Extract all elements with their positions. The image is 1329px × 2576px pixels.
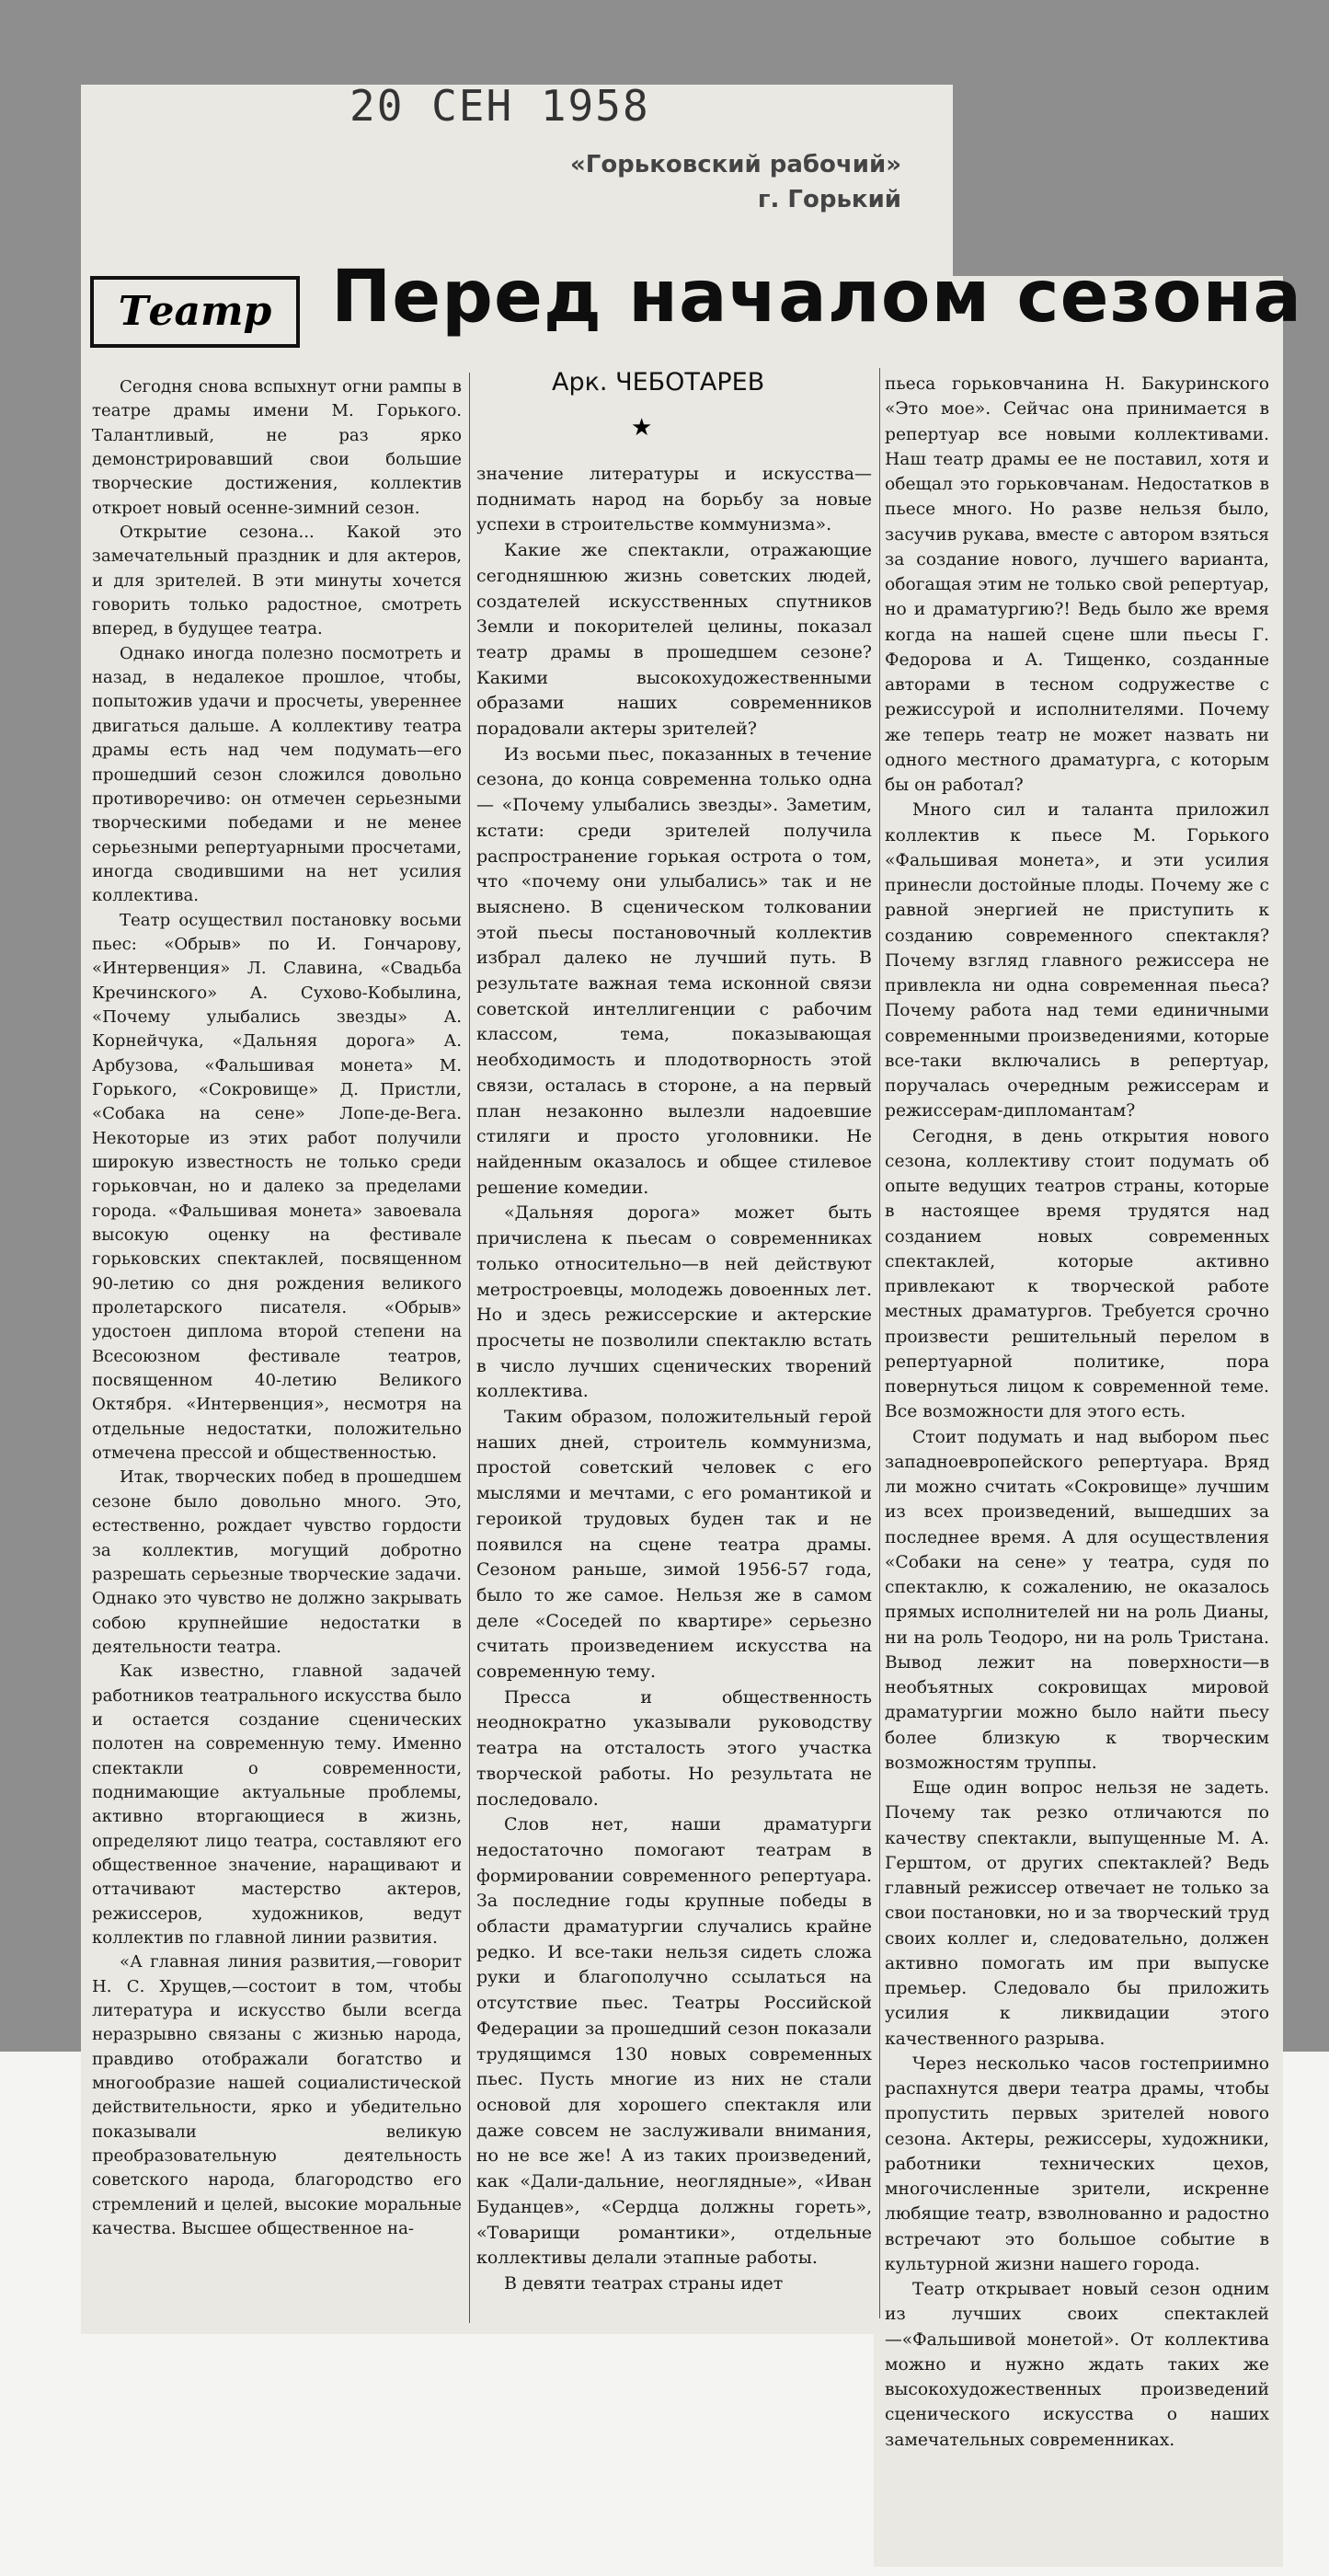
paragraph: В девяти театрах страны идет: [504, 2272, 784, 2294]
paragraph: значение литературы и искусства—поднимать народ на борьбу за новые успехи в строительстве коммунизма».: [476, 464, 872, 535]
paragraph: Открытие сезона... Какой это замечательный праздник и для актеров, и для зрителей. В эти минуты хочется говорить только радостное, смотреть вперед, в будущее театра.: [92, 523, 462, 639]
paragraph: Через несколько часов гостеприимно распахнутся двери театра драмы, чтобы пропустить первых зрителей нового сезона. Актеры, режиссеры, художники, работники технических цехов, многочисленные зрители, искренне любящие театр, взволнованно и радостно встречают это большое событие в культурной жизни нашего города.: [885, 2053, 1269, 2274]
paragraph: Стоит подумать и над выбором пьес западноевропейского репертуара. Вряд ли можно считать «Сокровище» лучшим из всех произведений, вышедших за последнее время. А для осуществления «Собаки на сене» у театра, судя по спектаклю, к сожалению, не оказалось прямых исполнителей ни на роль Дианы, ни на роль Теодоро, ни на роль Тристана. Вывод лежит на поверхности—в необъятных сокровищах мировой драматургии можно было найти пьесу более близкую к творческим возможностям труппы.: [885, 1427, 1269, 1773]
paragraph: Театр осуществил постановку восьми пьес: «Обрыв» по И. Гончарову, «Интервенция» Л. Славина, «Свадьба Кречинского» А. Сухово-Кобылина, «Почему улыбались звезды» А. Корнейчука, «Дальняя дорога» А. Арбузова, «Фальшивая монета» М. Горького, «Сокровище» Д. Пристли, «Собака на сене» Лопе-де-Вега. Некоторые из этих работ получили широкую известность не только среди горьковчан, но и далеко за пределами города. «Фальшивая монета» завоевала высокую оценку на фестивале горьковских спектаклей, посвященном 90-летию со дня рождения великого пролетарского писателя. «Обрыв» удостоен диплома второй степени на Всесоюзном фестивале театров, посвященном 40-летию Великого Октября. «Интервенция», несмотря на отдельные недостатки, положительно отмечена прессой и общественностью.: [92, 910, 462, 1464]
paragraph: Таким образом, положительный герой наших дней, строитель коммунизма, простой советский человек с его мыслями и мечтами, с его романтикой и героикой трудовых буден так и не появился на сцене театра драмы. Сезоном раньше, зимой 1956-57 года, было то же самое. Нельзя же в самом деле «Соседей по квартире» серьезно считать произведением искусства на современную тему.: [476, 1407, 872, 1683]
paragraph: Слов нет, наши драматурги недостаточно помогают театрам в формировании современного репертуара. За последние годы крупные победы в области драматургии случались крайне редко. И все-таки нельзя сидеть сложа руки и благополучно ссылаться на отсутствие пьес. Театры Российской Федерации за прошедший сезон показали трудящимся 130 новых современных пьес. Пусть многие из них не стали основой для хорошего спектакля или даже совсем не заслуживали внимания, но не все же! А из таких произведений, как «Дали-дальние, неоглядные», «Иван Буданцев», «Сердца должны гореть», «Товарищи романтики», отдельные коллективы делали этапные работы.: [476, 1814, 872, 2269]
rubric-box: Театр: [90, 276, 300, 348]
paragraph: «А главная линия развития,—говорит Н. С. Хрущев,—состоит в том, чтобы литература и искусство были всегда неразрывно связаны с жизнью народа, правдиво отображали богатство и многообразие нашей социалистической действительности, ярко и убедительно показывали великую преобразовательную деятельность советского народа, благородство его стремлений и целей, высокие моральные качества. Высшее общественное на-: [92, 1952, 462, 2239]
paragraph: Еще один вопрос нельзя не задеть. Почему так резко отличаются по качеству спектакли, выпущенные М. А. Герштом, от других спектаклей? Ведь главный режиссер отвечает не только за свои постановки, но и за творческий труд своих коллег и, следовательно, должен активно помогать им при выпуске премьер. Следовало бы приложить усилия к ликвидации этого качественного разрыва.: [885, 1778, 1269, 2049]
article-headline: Перед началом сезона: [331, 256, 1302, 339]
paragraph: Из восьми пьес, показанных в течение сезона, до конца современна только одна — «Почему улыбались звезды». Заметим, кстати: среди зрителей получила распространение горькая острота о том, что «почему они улыбались» так и не выяснено. В сценическом толковании этой пьесы постановочный коллектив избрал далеко не лучший путь. В результате важная тема исконной связи советской интеллигенции с рабочим классом, тема, показывающая необходимость и плодотворность этой связи, осталась в стороне, а на первый план незаконно вылезли надоевшие стиляги и просто уголовники. Не найденным оказалось и общее стилевое решение комедии.: [476, 743, 872, 1198]
paragraph: Итак, творческих побед в прошедшем сезоне было довольно много. Это, естественно, рождает чувство гордости за коллектив, могущий добротно разрешать серьезные творческие задачи. Однако это чувство не должно закрывать собою крупнейшие недостатки в деятельности театра.: [92, 1467, 462, 1657]
article-byline: Арк. ЧЕБОТАРЕВ: [552, 368, 765, 397]
paragraph: Однако иногда полезно посмотреть и назад, в недалекое прошлое, чтобы, попытожив удачи и просчеты, увереннее двигаться дальше. А коллективу театра драмы есть над чем подумать—его прошедший сезон сложился довольно противоречиво: он отмечен серьезными творческими победами и не менее серьезными репертуарными просчетами, иногда сводившими на нет усилия коллектива.: [92, 643, 462, 906]
newspaper-source: [570, 147, 901, 217]
article-column-3: [885, 372, 1269, 2453]
paragraph: Сегодня снова вспыхнут огни рампы в театре драмы имени М. Горького. Талантливый, не раз ярко демонстрировавший свои большие творческие достижения, коллектив откроет новый осенне-зимний сезон.: [92, 377, 462, 518]
date-stamp: 20 СЕН 1958: [349, 81, 650, 131]
paragraph: Как известно, главной задачей работников театрального искусства было и остается создание сценических полотен на современную тему. Именно спектакли о современности, поднимающие актуальные проблемы, активно вторгающиеся в жизнь, определяют лицо театра, составляют его общественное значение, наращивают и оттачивают мастерство актеров, режиссеров, художников, ведут коллектив по главной линии развития.: [92, 1662, 462, 1948]
column-rule-1: [469, 373, 470, 2323]
paragraph: Какие же спектакли, отражающие сегодняшнюю жизнь советских людей, создателей искусственных спутников Земли и покорителей целины, показал театр драмы в прошедшем сезоне? Какими высокохудожественными образами наших современников порадовали актеры зрителей?: [476, 540, 872, 740]
source-name: «Горьковский рабочий»: [569, 151, 901, 178]
paragraph: «Дальняя дорога» может быть причислена к пьесам о современниках только относительно—в ней действуют метростроевцы, молодежь довоенных лет. Но и здесь режиссерские и актерские просчеты не позволили спектаклю встать в число лучших сценических творений коллектива.: [476, 1202, 872, 1402]
column-rule-2: [879, 368, 880, 2318]
paragraph: Сегодня, в день открытия нового сезона, коллективу стоит подумать об опыте ведущих театров страны, которые в настоящее время трудятся над созданием новых современных спектаклей, которые активно привлекают к творческой работе местных драматургов. Требуется срочно произвести решительный перелом в репертуарной политике, пора повернуться лицом к современной теме. Все возможности для этого есть.: [885, 1126, 1269, 1422]
star-separator: ★: [631, 414, 653, 442]
paragraph: Пресса и общественность неоднократно указывали руководству театра на отсталость этого участка творческой работы. Но результата не последовало.: [476, 1686, 872, 1810]
article-column-2: [476, 462, 872, 2297]
paragraph: Театр открывает новый сезон одним из лучших своих спектаклей—«Фальшивой монетой». От коллектива можно и нужно ждать таких же высокохудожественных произведений сценического искусства о наших замечательных современниках.: [885, 2280, 1269, 2450]
paragraph: пьеса горьковчанина Н. Бакуринского «Это мое». Сейчас она принимается в репертуар все новыми коллективами. Наш театр драмы ее не поставил, хотя и обещал это горьковчанам. Недостатков в пьесе много. Но разве нельзя было, засучив рукава, вместе с автором взяться за создание нового, лучшего варианта, обогащая этим не только свой репертуар, но и драматургию?! Ведь было же время когда на нашей сцене шли пьесы Г. Федорова и А. Тищенко, созданные авторами в тесном содружестве с режиссурой и исполнителями. Почему же теперь театр не может назвать ни одного местного драматурга, с которым бы он работал?: [885, 374, 1269, 795]
paragraph: Много сил и таланта приложил коллектив к пьесе М. Горького «Фальшивая монета», и эти усилия принесли достойные плоды. Почему же с равной энергией не приступить к созданию современного спектакля? Почему взгляд главного режиссера не привлекла ни одна современная пьеса? Почему работа над теми единичными современными произведениями, которые все-таки включались в репертуар, поручалась очередным режиссерам и режиссерам-дипломантам?: [885, 800, 1269, 1121]
article-column-1: [92, 375, 462, 2241]
source-city: г. Горький: [757, 186, 901, 213]
